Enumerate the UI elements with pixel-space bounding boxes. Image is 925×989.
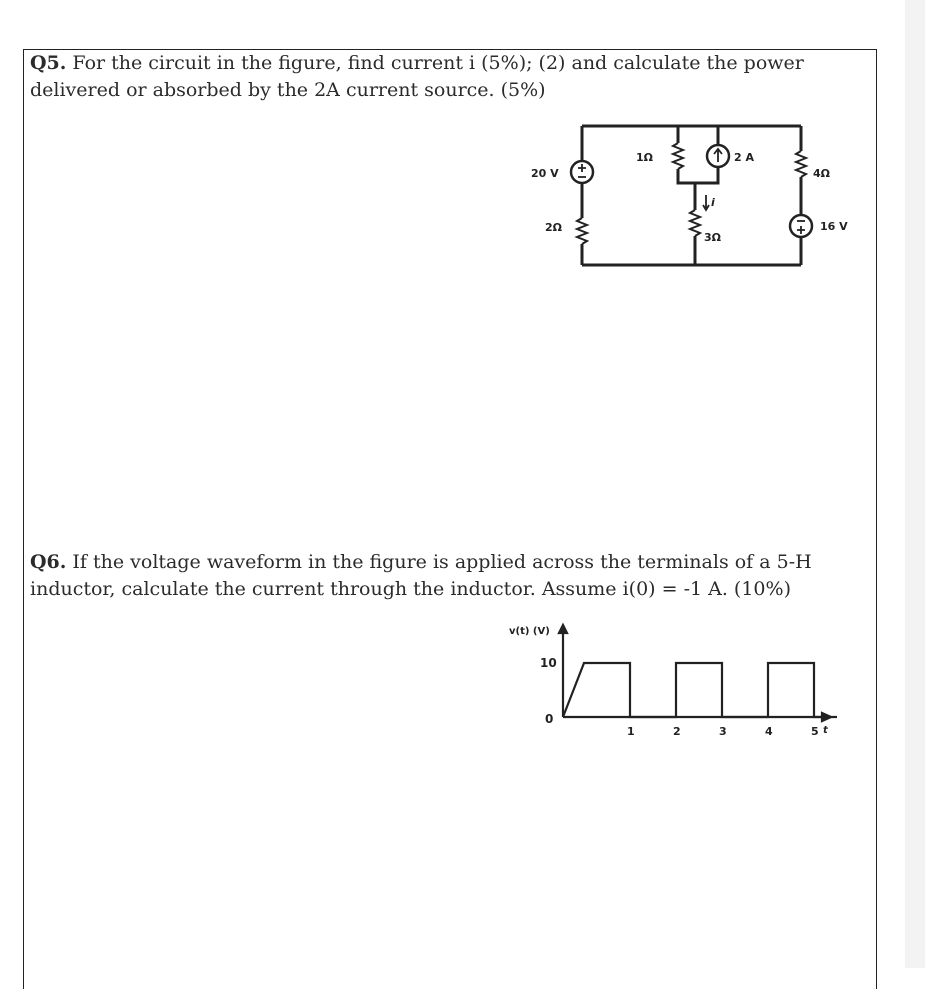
- question-6-number: Q6.: [30, 551, 67, 573]
- circuit-diagram: [520, 115, 850, 275]
- wire-r1-bottom: [678, 169, 695, 183]
- label-current-i: i: [711, 196, 715, 209]
- label-20v: 20 V: [531, 167, 559, 180]
- label-4ohm: 4Ω: [813, 167, 831, 180]
- question-5-number: Q5.: [30, 52, 67, 74]
- resistor-2ohm-icon: [577, 218, 587, 244]
- x-tick-label-3: 3: [719, 725, 727, 738]
- label-3ohm: 3Ω: [704, 231, 722, 244]
- x-axis-label: t: [823, 725, 828, 736]
- label-2ohm: 2Ω: [545, 221, 563, 234]
- waveform-series-line: [563, 663, 837, 717]
- resistor-4ohm-icon: [796, 151, 806, 177]
- y-tick-label-top: 10: [540, 656, 557, 670]
- y-axis-arrow-icon: [559, 625, 567, 633]
- y-tick-label-zero: 0: [545, 712, 554, 726]
- question-6-text: If the voltage waveform in the figure is applied across the terminals of a 5-H inductor, calculate the current through the inductor. Assume i(0) = -1 A. (10%): [30, 551, 812, 600]
- x-tick-label-5: 5: [811, 725, 819, 738]
- label-1ohm: 1Ω: [636, 151, 654, 164]
- resistor-3ohm-icon: [690, 210, 700, 236]
- label-2a: 2 A: [734, 151, 754, 164]
- x-tick-labels: [627, 725, 819, 738]
- label-16v: 16 V: [820, 220, 848, 233]
- resistor-1ohm-icon: [673, 143, 683, 169]
- question-6: [30, 549, 875, 603]
- wire-2a-bottom: [695, 167, 718, 183]
- x-tick-label-4: 4: [765, 725, 773, 738]
- page-scrollbar-strip: [905, 0, 925, 968]
- x-tick-label-1: 1: [627, 725, 635, 738]
- voltage-waveform-chart: [495, 615, 855, 750]
- question-5: [30, 50, 870, 104]
- question-5-text: For the circuit in the figure, find current i (5%); (2) and calculate the power delivered or absorbed by the 2A current source. (5%): [30, 52, 804, 101]
- y-axis-label: v(t) (V): [509, 626, 550, 637]
- x-tick-label-2: 2: [673, 725, 681, 738]
- current-i-arrow-icon: [703, 195, 709, 210]
